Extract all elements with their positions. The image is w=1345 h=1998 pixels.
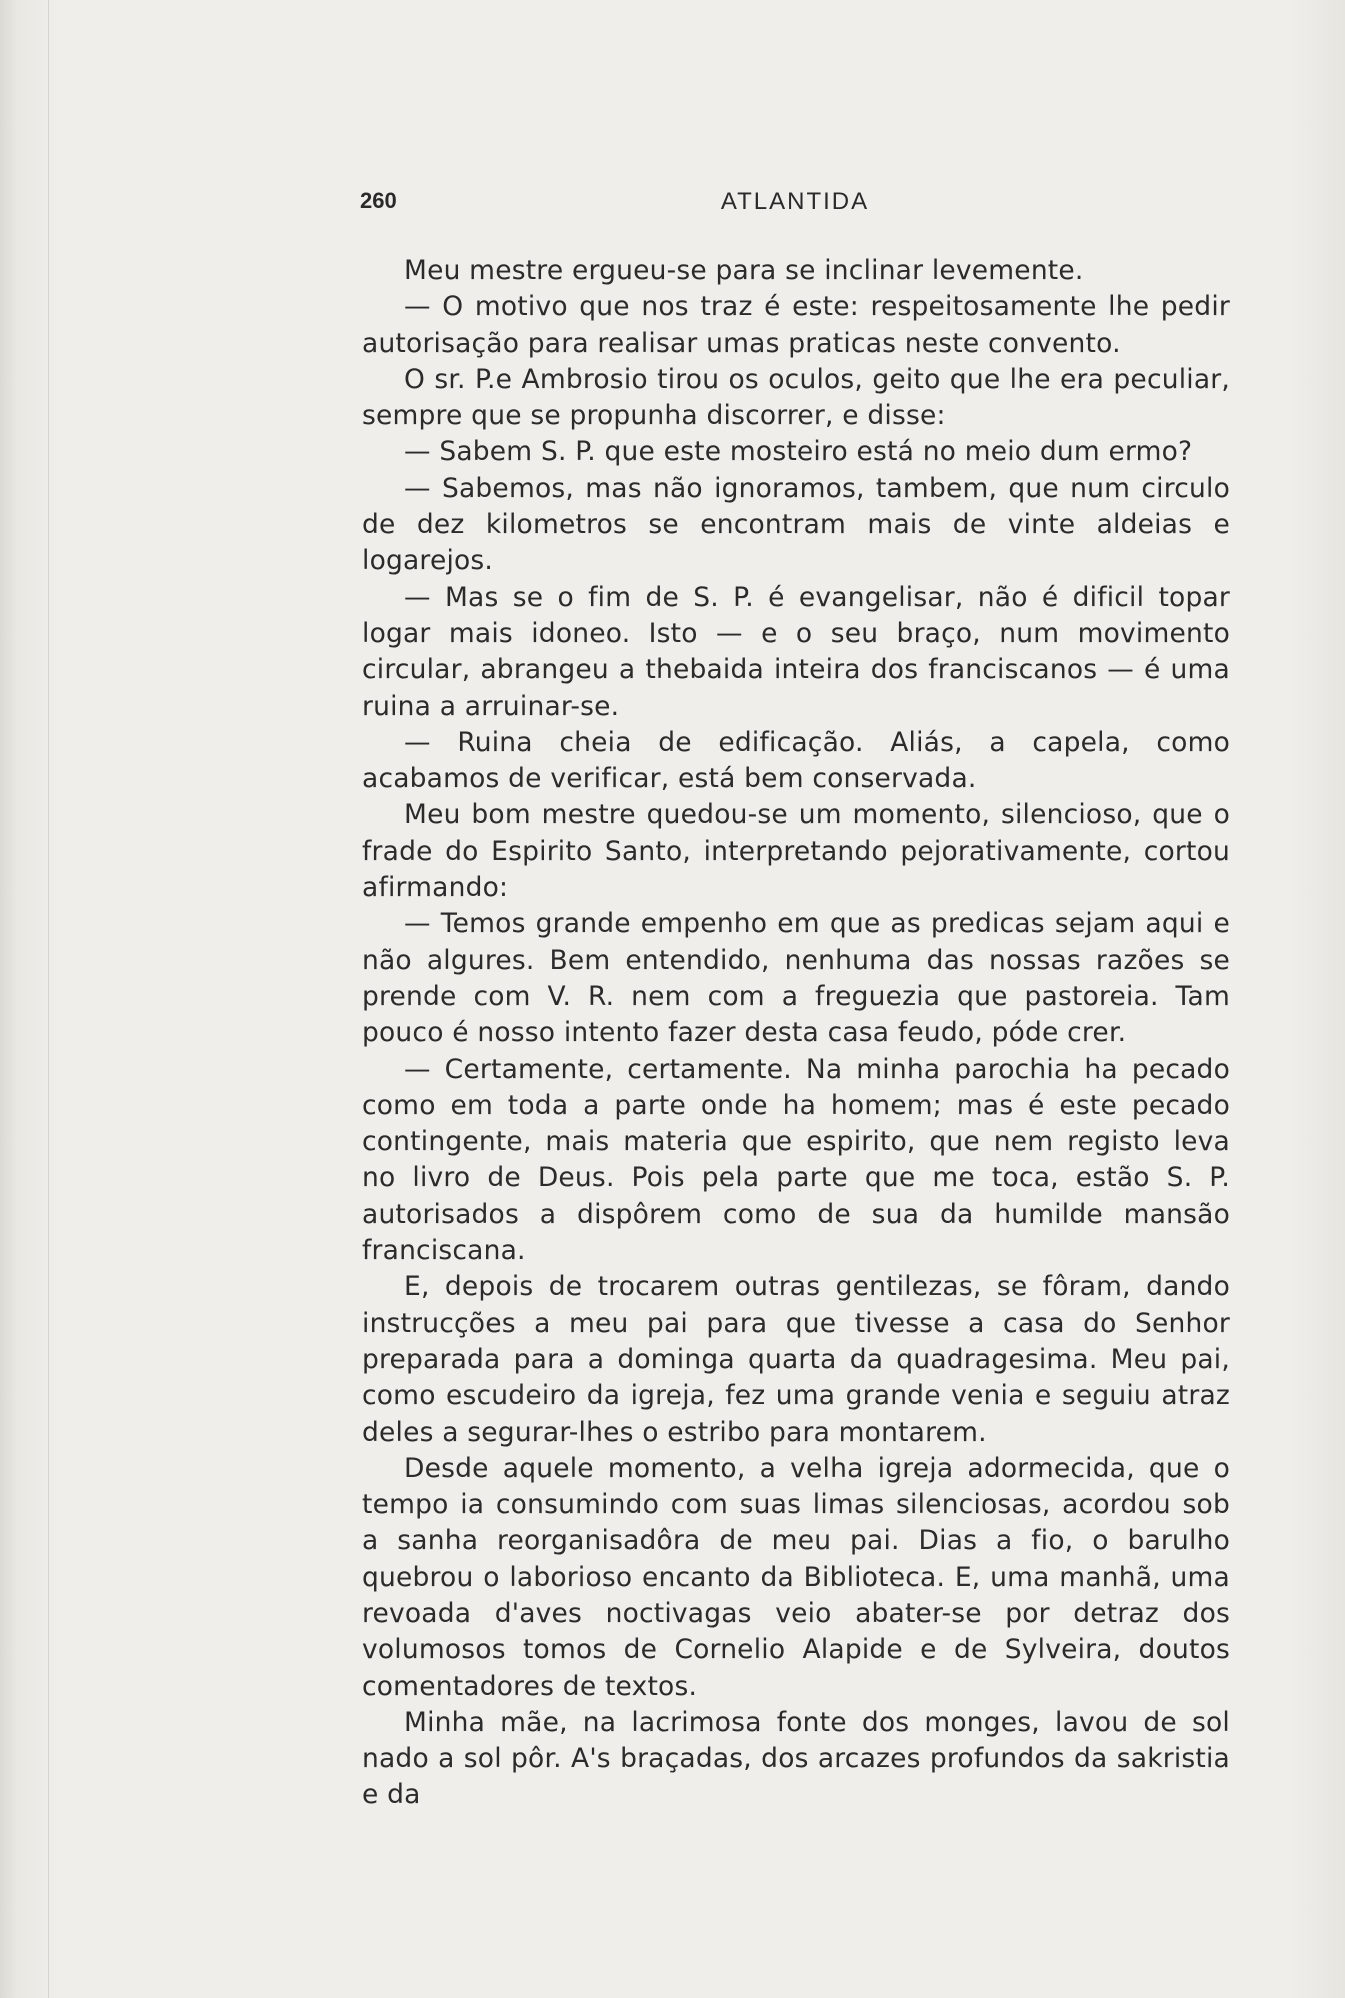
page-edge-shadow [48,0,49,1998]
paragraph: O sr. P.e Ambrosio tirou os oculos, geito que lhe era peculiar, sempre que se propunha discorrer, e disse: [362,363,1230,432]
paragraph: Minha mãe, na lacrimosa fonte dos monges, lavou de sol nado a sol pôr. A's braçadas, dos arcazes profundos da sakristia e da [362,1706,1230,1811]
paragraph: Desde aquele momento, a velha igreja adormecida, que o tempo ia consumindo com suas limas silenciosas, acordou sob a sanha reorganisadôra de meu pai. Dias a fio, o barulho quebrou o laborioso encanto da Biblioteca. E, uma manhã, uma revoada d'aves noctivagas veio abater-se por detraz dos volumosos tomos de Cornelio Alapide e de Sylveira, doutos comentadores de textos. [362,1452,1230,1702]
paragraph: E, depois de trocarem outras gentilezas, se fôram, dando instrucções a meu pai para que tivesse a casa do Senhor preparada para a dominga quarta da quadragesima. Meu pai, como escudeiro da igreja, fez uma grande venia e seguiu atraz deles a segurar-lhes o estribo para montarem. [362,1271,1230,1448]
paragraph: — Sabemos, mas não ignoramos, tambem, que num circulo de dez kilometros se encontram mais de vinte aldeias e logarejos. [362,472,1230,577]
body-text [362,253,1230,1814]
running-header [360,188,1230,224]
paragraph: — Mas se o fim de S. P. é evangelisar, não é dificil topar logar mais idoneo. Isto — e o seu braço, num movimento circular, abrangeu a thebaida inteira dos franciscanos — é uma ruina a arruinar-se. [362,581,1230,722]
paragraph: — Ruina cheia de edificação. Aliás, a capela, como acabamos de verificar, está bem conservada. [362,726,1230,795]
running-title: ATLANTIDA [720,188,870,215]
paragraph: Meu mestre ergueu-se para se inclinar levemente. [404,255,1084,286]
paragraph: — Certamente, certamente. Na minha parochia ha pecado como em toda a parte onde ha homem; mas é este pecado contingente, mais materia que espirito, que nem registo leva no livro de Deus. Pois pela parte que me toca, estão S. P. autorisados a dispôrem como de sua da humilde mansão franciscana. [362,1053,1230,1267]
paragraph: — Sabem S. P. que este mosteiro está no meio dum ermo? [404,436,1193,468]
paragraph: Meu bom mestre quedou-se um momento, silencioso, que o frade do Espirito Santo, interpretando pejorativamente, cortou afirmando: [362,799,1230,904]
paragraph: — O motivo que nos traz é este: respeitosamente lhe pedir autorisação para realisar umas praticas neste convento. [362,291,1230,359]
paragraph: — Temos grande empenho em que as predicas sejam aqui e não algures. Bem entendido, nenhuma das nossas razões se prende com V. R. nem com a freguezia que pastoreia. Tam pouco é nosso intento fazer desta casa feudo, póde crer. [362,908,1230,1049]
page-number: 260 [360,188,397,213]
